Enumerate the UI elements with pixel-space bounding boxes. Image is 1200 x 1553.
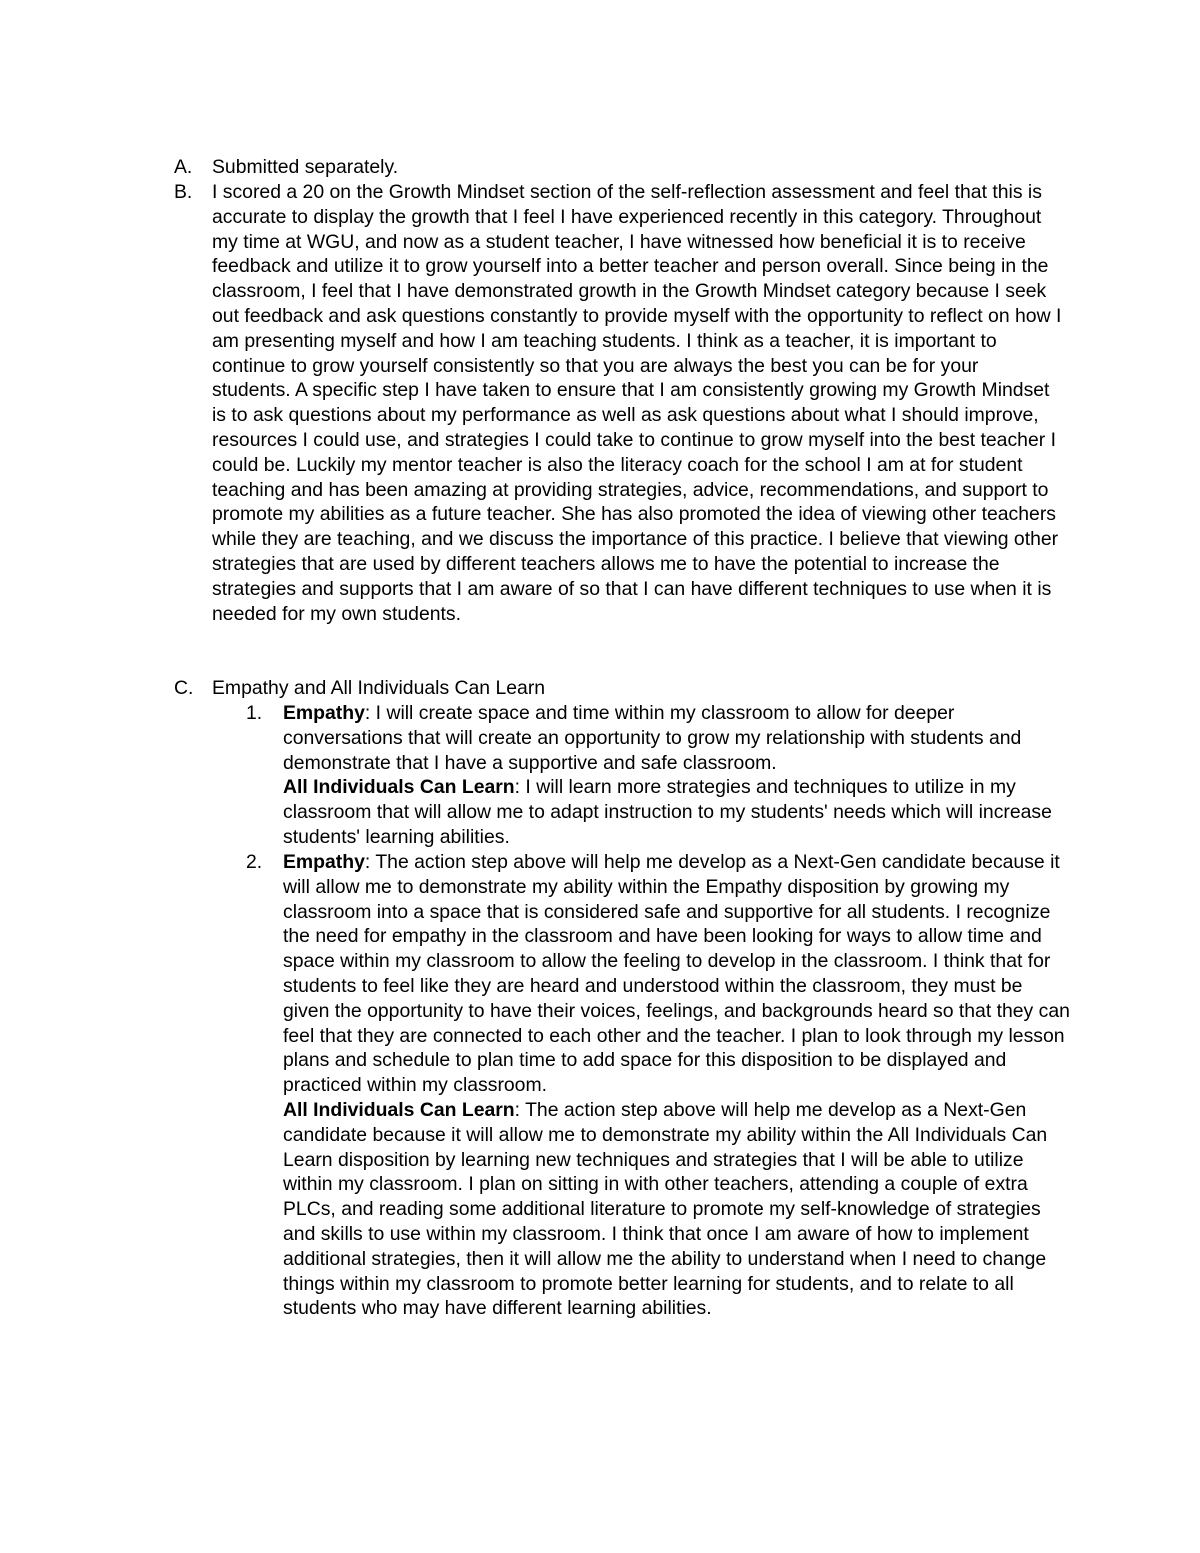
aicl-text: : The action step above will help me develop as a Next-Gen candidate because it will allow me to demonstrate my ability within the All Individuals Can Learn disposition by learning new techniques and strategies that I will be able to utilize within my classroom. I plan on sitting in with other teachers, attending a couple of extra PLCs, and reading some additional literature to promote my self-knowledge of strategies and skills to use within my classroom. I think that once I am aware of how to implement additional strategies, then it will allow me the ability to understand when I need to change things within my classroom to promote better learning for students, and to relate to all students who may have different learning abilities. <box>283 1098 1048 1320</box>
aicl-label: All Individuals Can Learn <box>283 776 515 799</box>
empathy-label: Empathy <box>283 851 365 873</box>
aicl-text: : I will learn more strategies and techniques to utilize in my classroom that will allow me to adapt instruction to my students' needs which will increase students' learning abilities. <box>283 776 1052 848</box>
list-marker: C. <box>174 677 194 699</box>
empathy-paragraph <box>283 701 1073 775</box>
sub-list-marker: 1. <box>246 702 263 724</box>
list-item-text: I scored a 20 on the Growth Mindset section of the self-reflection assessment and feel that this is accurate to display the growth that I feel I have experienced recently in this category. Throughout my time at WGU, and now as a student teacher, I have witnessed how beneficial it is to receive feedback and utilize it to grow yourself into a better teacher and person overall. Since being in the classroom, I feel that I have demonstrated growth in the Growth Mindset category because I seek out feedback and ask questions constantly to provide myself with the opportunity to reflect on how I am presenting myself and how I am teaching students. I think as a teacher, it is important to continue to grow yourself consistently so that you are always the best you can be for your students. A specific step I have taken to ensure that I am consistently growing my Growth Mindset is to ask questions about my performance as well as ask questions about what I should improve, resources I could use, and strategies I could take to continue to grow myself into the best teacher I could be. Luckily my mentor teacher is also the literacy coach for the school I am at for student teaching and has been amazing at providing strategies, advice, recommendations, and support to promote my abilities as a future teacher. She has also promoted the idea of viewing other teachers while they are teaching, and we discuss the importance of this practice. I believe that viewing other strategies that are used by different teachers allows me to have the potential to increase the strategies and supports that I am aware of so that I can have different techniques to use when it is needed for my own students. <box>212 181 1062 625</box>
aicl-paragraph <box>283 1098 1073 1321</box>
aicl-label: All Individuals Can Learn <box>283 1098 515 1121</box>
empathy-paragraph <box>283 850 1073 1098</box>
sub-list-marker: 2. <box>246 851 263 873</box>
list-marker: A. <box>174 156 193 178</box>
sub-list-item-body <box>283 850 1073 1321</box>
list-item-text: Empathy and All Individuals Can Learn <box>212 677 546 699</box>
sub-list-item-body <box>283 701 1073 850</box>
aicl-paragraph <box>283 775 1073 849</box>
empathy-text: : I will create space and time within my classroom to allow for deeper conversations that will create an opportunity to grow my relationship with students and demonstrate that I have a supportive and safe classroom. <box>283 702 1022 774</box>
empathy-text: : The action step above will help me develop as a Next-Gen candidate because it will allow me to demonstrate my ability within the Empathy disposition by growing my classroom into a space that is considered safe and supportive for all students. I recognize the need for empathy in the classroom and have been looking for ways to allow time and space within my classroom to allow the feeling to develop in the classroom. I think that for students to feel like they are heard and understood within the classroom, they must be given the opportunity to have their voices, feelings, and backgrounds heard so that they can feel that they are connected to each other and the teacher. I plan to look through my lesson plans and schedule to plan time to add space for this disposition to be displayed and practiced within my classroom. <box>283 851 1070 1097</box>
list-marker: B. <box>174 181 193 203</box>
empathy-label: Empathy <box>283 702 365 724</box>
list-item-text: Submitted separately. <box>212 156 399 178</box>
